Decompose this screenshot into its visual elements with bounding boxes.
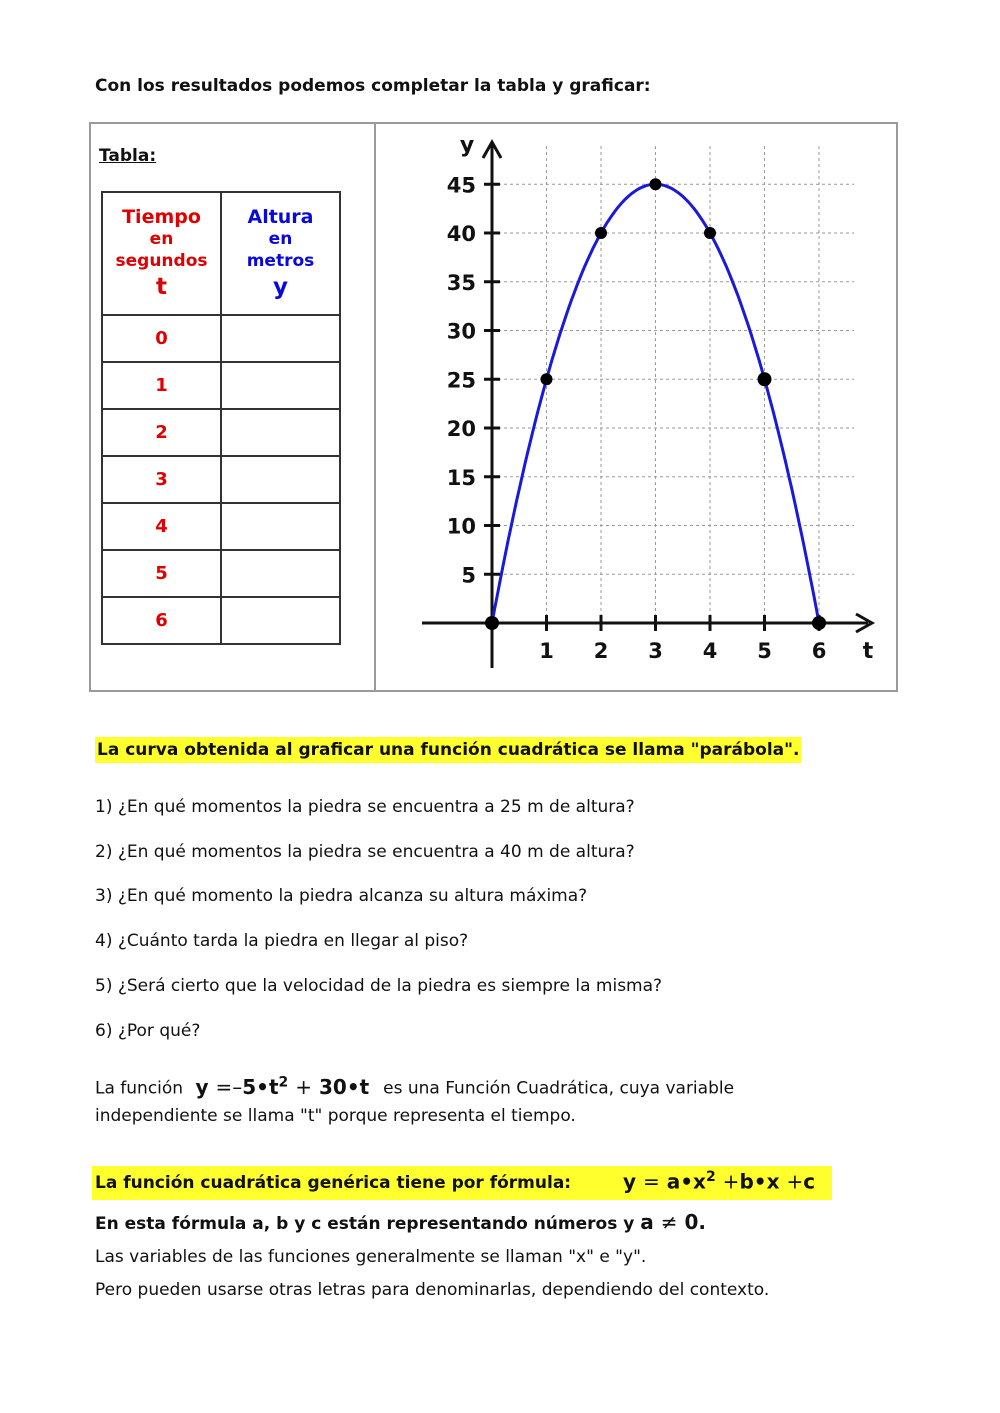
question-5: 5) ¿Será cierto que la velocidad de la piedra es siempre la misma? (95, 976, 663, 996)
generic-b: b (739, 1169, 754, 1194)
generic-formula (623, 1169, 815, 1194)
table-row (102, 550, 340, 597)
formula-eq: = (215, 1074, 233, 1099)
table-row (102, 409, 340, 456)
abc-period: . (698, 1210, 706, 1234)
question-3: 3) ¿En qué momento la piedra alcanza su altura máxima? (95, 886, 588, 906)
question-2: 2) ¿En qué momentos la piedra se encuentra a 40 m de altura? (95, 842, 635, 862)
generic-plus: + (722, 1169, 740, 1194)
data-point (758, 372, 772, 386)
y-tick-label: 25 (446, 368, 476, 393)
y-tick-label: 15 (446, 465, 476, 490)
table-row (102, 456, 340, 503)
formula-plus: + (295, 1074, 312, 1099)
parabola-note: La curva obtenida al graficar una función cuadrática se llama "parábola". (95, 737, 801, 763)
time-cell: 6 (102, 597, 221, 644)
time-cell: 1 (102, 362, 221, 409)
generic-dot: • (680, 1169, 694, 1194)
time-cell: 5 (102, 550, 221, 597)
header-height-unit: metros (246, 250, 315, 271)
header-height-en: en (268, 228, 293, 249)
function-line2: independiente se llama "t" porque representa el tiempo. (95, 1105, 576, 1126)
height-cell[interactable] (221, 503, 340, 550)
formula-neg: – (232, 1074, 243, 1099)
table-label: Tabla: (99, 146, 157, 166)
generic-text: La función cuadrática genérica tiene por fórmula: (95, 1173, 572, 1193)
formula-exp: 2 (278, 1074, 289, 1090)
header-time-unit: segundos (115, 250, 208, 271)
intro-text: Con los resultados podemos completar la tabla y graficar: (95, 76, 651, 96)
y-tick-label: 5 (461, 563, 476, 588)
generic-exp: 2 (705, 1169, 716, 1185)
abc-note (95, 1210, 706, 1234)
generic-formula-highlight (92, 1166, 832, 1200)
header-height (221, 192, 340, 315)
variables-line: Las variables de las funciones generalmente se llaman "x" e "y". (95, 1247, 647, 1267)
generic-x-2: x (766, 1169, 780, 1194)
abc-a: a (640, 1210, 654, 1234)
y-tick-label: 40 (446, 222, 476, 246)
height-cell[interactable] (221, 362, 340, 409)
abc-formula (640, 1210, 706, 1234)
time-cell: 0 (102, 315, 221, 362)
generic-plus-2: + (786, 1169, 804, 1194)
generic-a: a (666, 1169, 681, 1194)
data-point (650, 178, 662, 190)
time-cell: 3 (102, 456, 221, 503)
y-tick-label: 20 (446, 417, 476, 441)
time-cell: 2 (102, 409, 221, 456)
function-paragraph (95, 1069, 734, 1130)
table-row (102, 503, 340, 550)
generic-c: c (803, 1169, 816, 1194)
header-time-title: Tiempo (122, 205, 201, 228)
data-point (485, 616, 499, 630)
question-1: 1) ¿En qué momentos la piedra se encuentra a 25 m de altura? (95, 797, 635, 817)
function-prefix: La función (95, 1078, 184, 1099)
x-tick-label: 6 (811, 639, 827, 663)
y-tick-label: 35 (446, 270, 476, 295)
function-suffix: es una Función Cuadrática, cuya variable (383, 1078, 735, 1099)
data-point (704, 227, 716, 239)
height-cell[interactable] (221, 315, 340, 362)
header-time-en: en (149, 228, 174, 249)
data-point (595, 227, 607, 239)
y-axis-label: y (459, 133, 475, 158)
y-tick-label: 45 (446, 173, 476, 198)
formula-dot-2: • (346, 1074, 360, 1099)
x-tick-label: 1 (539, 639, 554, 663)
y-tick-label: 30 (446, 319, 476, 344)
formula-var-2: t (359, 1074, 370, 1099)
formula-dot: • (256, 1074, 269, 1099)
header-height-title: Altura (247, 205, 314, 228)
x-axis-label: t (862, 639, 874, 664)
context-line: Pero pueden usarse otras letras para denominarlas, dependiendo del contexto. (95, 1280, 770, 1300)
formula-var: t (268, 1074, 279, 1099)
table-row (102, 362, 340, 409)
parabola-note-wrap (95, 740, 801, 760)
height-cell[interactable] (221, 409, 340, 456)
data-point (541, 373, 553, 385)
height-cell[interactable] (221, 550, 340, 597)
x-tick-label: 2 (593, 639, 609, 663)
formula-a: 5 (242, 1074, 257, 1099)
generic-dot-2: • (753, 1169, 767, 1194)
function-formula (188, 1075, 383, 1099)
generic-eq: = (643, 1169, 660, 1194)
parabola-chart (376, 124, 896, 690)
generic-x: x (693, 1169, 706, 1194)
abc-neq: ≠ (660, 1210, 678, 1234)
height-cell[interactable] (221, 456, 340, 503)
time-cell: 4 (102, 503, 221, 550)
height-cell[interactable] (221, 597, 340, 644)
question-4: 4) ¿Cuánto tarda la piedra en llegar al piso? (95, 931, 469, 951)
header-time (102, 192, 221, 315)
x-tick-label: 5 (757, 639, 772, 663)
abc-zero: 0 (684, 1210, 699, 1234)
table-row (102, 315, 340, 362)
question-6: 6) ¿Por qué? (95, 1021, 201, 1041)
header-height-var: y (273, 273, 288, 300)
header-time-var: t (156, 273, 167, 300)
values-table (101, 191, 341, 645)
data-point (812, 616, 826, 630)
table-row (102, 597, 340, 644)
abc-text: En esta fórmula a, b y c están representando números y (95, 1214, 635, 1234)
formula-lhs: y (195, 1074, 209, 1099)
x-tick-label: 4 (702, 639, 718, 663)
y-tick-label: 10 (446, 514, 476, 539)
x-tick-label: 3 (648, 639, 663, 663)
formula-b: 30 (318, 1074, 347, 1099)
generic-lhs: y (623, 1169, 637, 1194)
